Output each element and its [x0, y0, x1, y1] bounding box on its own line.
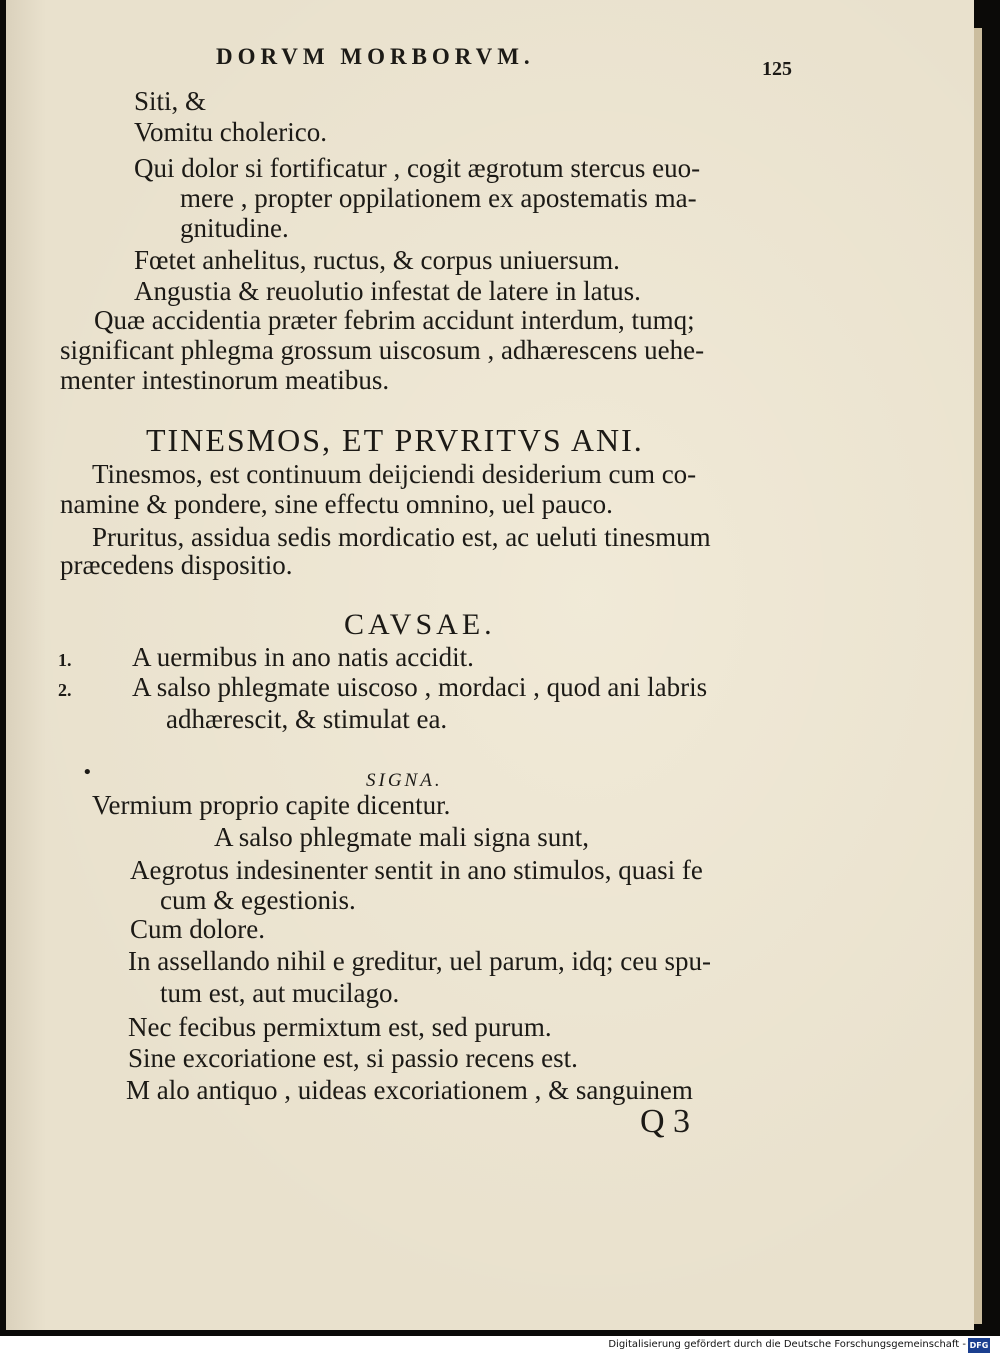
text-line: Quæ accidentia præter febrim accidunt interdum, tumq;	[94, 305, 695, 335]
page-number: 125	[762, 58, 792, 80]
text-line: Siti, &	[134, 86, 207, 116]
text-line: Aegrotus indesinenter sentit in ano stimulos, quasi fe	[130, 855, 703, 885]
running-head: DORVM MORBORVM.	[216, 44, 535, 69]
footer-credit: Digitalisierung gefördert durch die Deutsche Forschungsgemeinschaft -	[608, 1339, 966, 1350]
text-line: cum & egestionis.	[160, 885, 356, 915]
text-line: Cum dolore.	[130, 914, 265, 944]
text-line: Vomitu cholerico.	[134, 117, 327, 147]
text-line: Vermium proprio capite dicentur.	[92, 790, 451, 820]
cause-number: 2.	[58, 680, 72, 700]
causes-heading: CAVSAE.	[344, 608, 496, 641]
page-edge	[974, 28, 982, 1324]
cause-text: A uermibus in ano natis accidit.	[132, 642, 474, 672]
text-line: gnitudine.	[180, 213, 289, 243]
text-line: Qui dolor si fortificatur , cogit ægrotum stercus euo-	[134, 153, 701, 183]
text-line: Angustia & reuolutio infestat de latere in latus.	[134, 276, 641, 306]
text-line: Tinesmos, est continuum deijciendi desiderium cum co-	[92, 459, 697, 489]
text-line: tum est, aut mucilago.	[160, 978, 400, 1008]
text-line: præcedens dispositio.	[60, 550, 293, 580]
text-line: mere , propter oppilationem ex apostematis ma-	[180, 183, 697, 213]
text-line: adhærescit, & stimulat ea.	[166, 704, 448, 734]
cause-number: 1.	[58, 650, 72, 670]
text-line: namine & pondere, sine effectu omnino, uel pauco.	[60, 489, 613, 519]
text-line: A salso phlegmate mali signa sunt,	[214, 822, 589, 852]
text-line: In assellando nihil e greditur, uel parum, idq; ceu spu-	[128, 946, 712, 976]
signs-heading: SIGNA.	[366, 770, 443, 791]
signature-mark: Q 3	[640, 1103, 691, 1140]
text-line: M alo antiquo , uideas excoriationem , & sanguinem	[126, 1075, 693, 1105]
text-line: Sine excoriatione est, si passio recens est.	[128, 1043, 578, 1073]
text-line: menter intestinorum meatibus.	[60, 365, 390, 395]
text-line: Pruritus, assidua sedis mordicatio est, ac ueluti tinesmum	[92, 522, 711, 552]
text-line: Fœtet anhelitus, ructus, & corpus uniuersum.	[134, 245, 620, 275]
section-heading: TINESMOS, ET PRVRITVS ANI.	[146, 422, 644, 458]
dfg-logo-icon[interactable]: DFG	[968, 1338, 990, 1353]
text-line: Nec fecibus permixtum est, sed purum.	[128, 1012, 552, 1042]
cause-text: A salso phlegmate uiscoso , mordaci , quod ani labris	[132, 672, 708, 702]
bullet-mark: •	[82, 762, 93, 783]
text-line: significant phlegma grossum uiscosum , adhærescens uehe-	[60, 335, 705, 365]
